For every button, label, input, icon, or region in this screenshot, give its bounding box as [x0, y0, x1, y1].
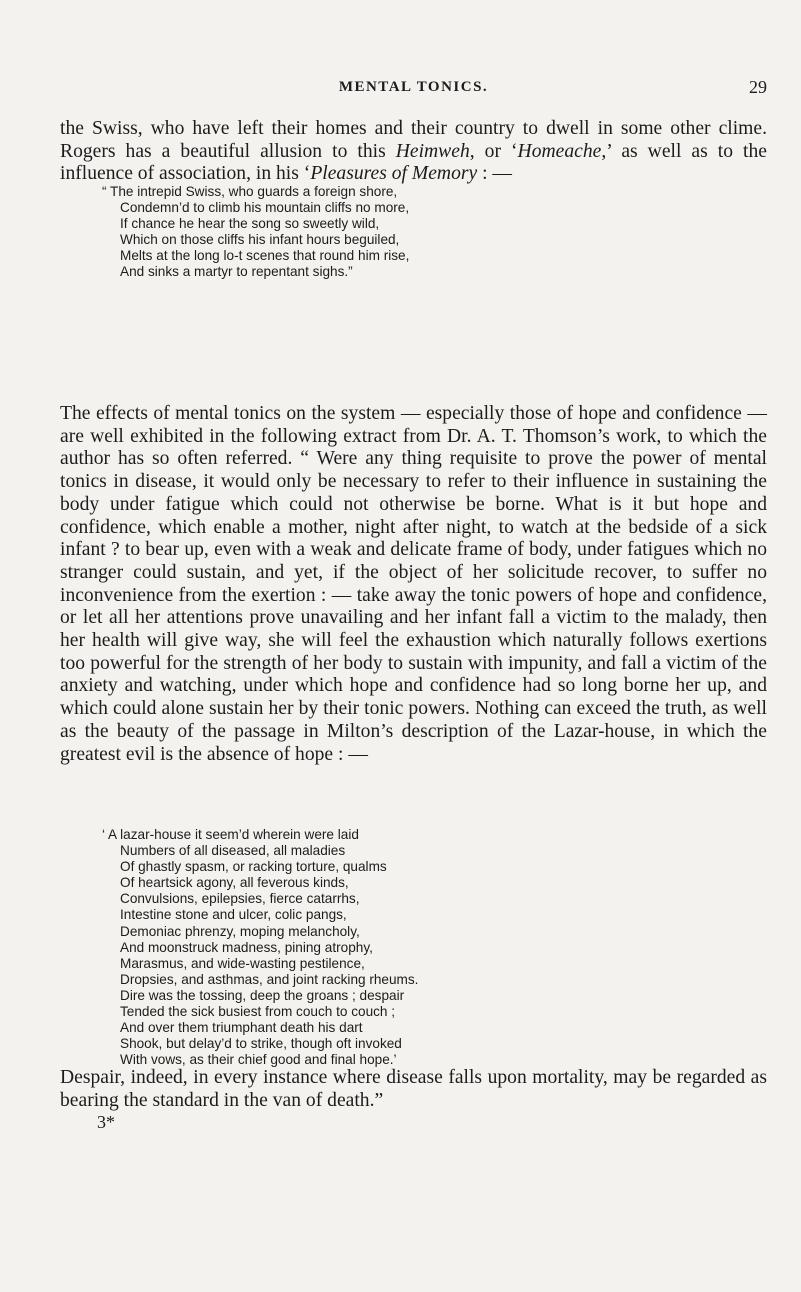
running-head: MENTAL TONICS.: [338, 79, 489, 95]
rogers-quotation: [102, 184, 409, 281]
page-header: [60, 79, 767, 103]
poem-line: Numbers of all diseased, all maladies: [120, 843, 346, 859]
poem-line: And sinks a martyr to repentant sighs.”: [120, 264, 353, 280]
paragraph-mental-tonics: The effects of mental tonics on the system — especially those of hope and confidence — are well exhibited in the following extract from Dr. A. T. Thomson’s work, to which the author has so often referred. “ Were any thing requisite to prove the power of mental tonics in disease, it would only be necessary to refer to their influence in sustaining the body under fatigue which could not otherwise be borne. What is it but hope and confidence, which enable a mother, night after night, to watch at the bedside of a sick infant ? to bear up, even with a weak and delicate frame of body, under fatigues which no stranger could sustain, and yet, if the object of her solicitude recover, to suffer no inconvenience from the exertion : — take away the tonic powers of hope and confidence, or let all her attentions prove unavailing and her infant fall a victim to the malady, then her health will give way, she will feel the exhaustion which naturally follows exertions too powerful for the strength of her body to sustain with impunity, and fall a victim of the anxiety and watching, under which hope and confidence had so long borne her up, and which could alone sustain her by their tonic powers. Nothing can exceed the truth, as well as the beauty of the passage in Milton’s description of the Lazar-house, in which the greatest evil is the absence of hope : —: [60, 403, 767, 765]
poem-line: Dire was the tossing, deep the groans ; despair: [120, 987, 405, 1003]
paragraph-swiss-text-a: the Swiss, who have left their homes and their country to dwell in some other clime. Rogers has a beautiful allusion to this: [60, 118, 767, 162]
milton-quotation: [102, 827, 418, 1068]
poem-line: Intestine stone and ulcer, colic pangs,: [120, 907, 347, 923]
poem-line: Condemn’d to climb his mountain cliffs no more,: [120, 200, 410, 216]
paragraph-swiss-text-c: ,’ as well as to the influence of association, in his ‘: [60, 140, 767, 185]
poem-line: Of ghastly spasm, or racking torture, qualms: [120, 859, 387, 875]
poem-line: Of heartsick agony, all feverous kinds,: [120, 875, 349, 891]
poem-line: Dropsies, and asthmas, and joint racking rheums.: [120, 971, 419, 987]
poem-line: Tended the sick busiest from couch to couch ;: [120, 1004, 396, 1020]
paragraph-swiss-text-b: , or ‘: [469, 140, 518, 162]
poem-line: Which on those cliffs his infant hours beguiled,: [120, 232, 400, 248]
poem-line: Convulsions, epilepsies, fierce catarrhs,: [120, 891, 360, 907]
poem-line: And over them triumphant death his dart: [120, 1020, 363, 1036]
paragraph-swiss: [60, 118, 767, 186]
poem-line: Marasmus, and wide-wasting pestilence,: [120, 955, 365, 971]
poem-line: ‘ A lazar-house it seem’d wherein were laid: [102, 827, 359, 842]
poem-line: Demoniac phrenzy, moping melancholy,: [120, 923, 360, 939]
signature-mark: 3*: [97, 1112, 115, 1132]
poem-line: With vows, as their chief good and final hope.’: [120, 1052, 397, 1068]
page-number: 29: [749, 77, 767, 97]
poem-line: Shook, but delay’d to strike, though oft invoked: [120, 1036, 402, 1052]
paragraph-despair: Despair, indeed, in every instance where disease falls upon mortality, may be regarded as bearing the standard in the van of death.”: [60, 1067, 767, 1111]
homeache-term: Homeache: [517, 140, 602, 162]
paragraph-swiss-text-d: : —: [477, 163, 513, 185]
pleasures-of-memory-title: Pleasures of Memory: [310, 163, 478, 185]
heimweh-term: Heimweh: [395, 140, 470, 162]
poem-line: If chance he hear the song so sweetly wild,: [120, 216, 380, 232]
poem-line: Melts at the long lo-t scenes that round him rise,: [120, 248, 410, 264]
poem-line: “ The intrepid Swiss, who guards a foreign shore,: [102, 184, 398, 199]
poem-line: And moonstruck madness, pining atrophy,: [120, 939, 373, 955]
